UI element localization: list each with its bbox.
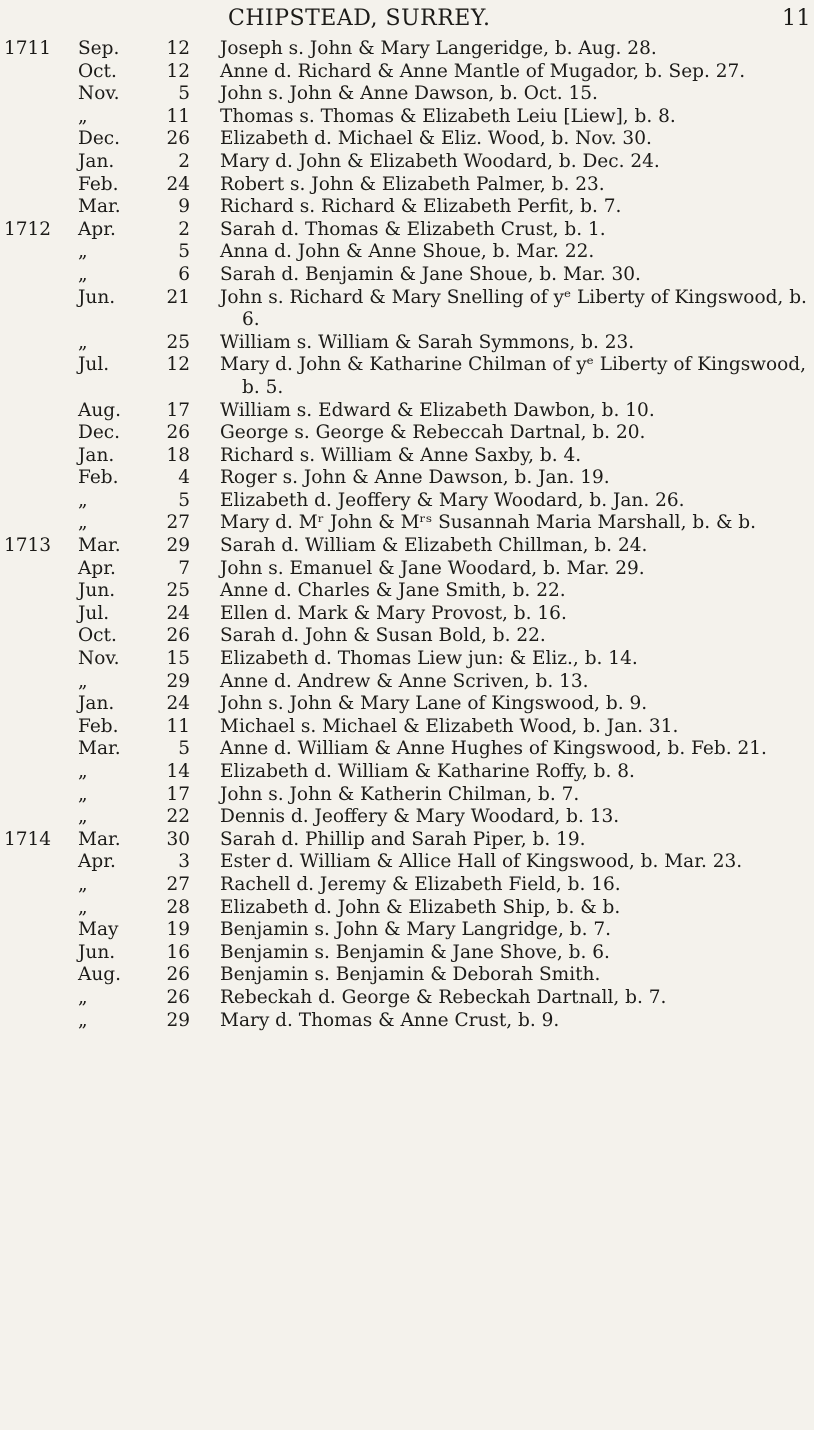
register-entry [0, 286, 807, 332]
register-entry [0, 738, 800, 761]
entry-day: 5 [178, 83, 190, 105]
entry-text: John s. John & Mary Lane of Kingswood, b. 9. [220, 693, 648, 715]
entry-day: 22 [166, 806, 190, 828]
register-entry [0, 83, 800, 106]
entry-text: Sarah d. Benjamin & Jane Shoue, b. Mar. 30. [220, 263, 641, 285]
entry-month: Jan. [78, 444, 115, 466]
entry-month: Jan. [78, 693, 115, 715]
entry-month: „ [78, 331, 88, 353]
entry-text: John s. John & Anne Dawson, b. Oct. 15. [220, 83, 598, 105]
entry-day: 27 [166, 873, 190, 895]
entry-day: 9 [178, 196, 190, 218]
entry-text: Rachell d. Jeremy & Elizabeth Field, b. 16. [220, 873, 621, 895]
entry-month: Oct. [78, 625, 117, 647]
register-entry [0, 964, 800, 987]
entry-month: Mar. [78, 738, 121, 760]
register-entry [0, 1010, 800, 1033]
entry-text: Mary d. John & Katharine Chilman of yᵉ Liberty of Kingswood, b. 5. [220, 354, 807, 398]
entry-month: „ [78, 512, 88, 534]
register-entry [0, 354, 807, 399]
entry-day: 16 [166, 941, 190, 963]
entry-text: Roger s. John & Anne Dawson, b. Jan. 19. [220, 467, 610, 489]
entry-day: 11 [166, 715, 190, 737]
entry-month: Feb. [78, 715, 119, 737]
entry-month: „ [78, 896, 88, 918]
entry-day: 26 [166, 964, 190, 986]
entry-month: „ [78, 1009, 88, 1031]
entry-text: Michael s. Michael & Elizabeth Wood, b. Jan. 31. [220, 715, 679, 737]
entry-day: 26 [166, 986, 190, 1008]
register-entry [0, 942, 800, 965]
entry-day: 26 [166, 625, 190, 647]
entry-month: „ [78, 670, 88, 692]
register-entry [0, 625, 800, 648]
entry-month: Mar. [78, 535, 121, 557]
entry-day: 7 [178, 557, 190, 579]
entry-year: 1711 [4, 38, 52, 59]
entry-year: 1712 [4, 218, 52, 240]
entry-day: 2 [178, 218, 190, 240]
entry-month: Nov. [78, 648, 120, 670]
entry-year: 1714 [4, 828, 52, 850]
register-entry [0, 174, 800, 197]
entry-month: May [78, 919, 119, 941]
entry-month: Dec. [78, 422, 121, 444]
entry-text: Sarah d. John & Susan Bold, b. 22. [220, 625, 546, 647]
register-entry [0, 716, 800, 739]
entry-day: 18 [166, 444, 190, 466]
entry-month: Dec. [78, 128, 121, 150]
entry-day: 29 [166, 670, 190, 692]
entry-month: Aug. [78, 399, 121, 421]
entry-month: Apr. [78, 218, 116, 240]
entry-day: 12 [166, 38, 190, 59]
entry-text: Elizabeth d. Michael & Eliz. Wood, b. Nov. 30. [220, 128, 652, 150]
entry-text: Mary d. Mʳ John & Mʳˢ Susannah Maria Marshall, b. & b. [220, 512, 757, 534]
entry-month: Apr. [78, 851, 116, 873]
register-entry [0, 241, 800, 264]
entry-month: „ [78, 806, 88, 828]
register-entry [0, 38, 800, 61]
entry-day: 17 [166, 783, 190, 805]
entry-text: Sarah d. William & Elizabeth Chillman, b. 24. [220, 535, 648, 557]
entry-month: „ [78, 241, 88, 263]
register-entry [0, 151, 800, 174]
entry-text: Mary d. Thomas & Anne Crust, b. 9. [220, 1009, 560, 1031]
register-entry [0, 761, 800, 784]
entry-text: Anne d. Andrew & Anne Scriven, b. 13. [220, 670, 589, 692]
entry-month: „ [78, 489, 88, 511]
entry-text: George s. George & Rebeccah Dartnal, b. 20. [220, 422, 646, 444]
entry-month: Jun. [78, 941, 116, 963]
register-entry [0, 490, 800, 513]
entry-month: Mar. [78, 828, 121, 850]
entry-text: Rebeckah d. George & Rebeckah Dartnall, b. 7. [220, 986, 667, 1008]
entry-month: „ [78, 105, 88, 127]
entry-month: Feb. [78, 467, 119, 489]
entry-day: 26 [166, 422, 190, 444]
entry-day: 24 [166, 173, 190, 195]
register-entry [0, 264, 800, 287]
entry-month: „ [78, 761, 88, 782]
entry-text: William s. William & Sarah Symmons, b. 23. [220, 331, 635, 353]
entry-text: Elizabeth d. William & Katharine Roffy, b. 8. [220, 761, 635, 782]
entry-day: 5 [178, 241, 190, 263]
entry-text: Thomas s. Thomas & Elizabeth Leiu [Liew], b. 8. [220, 105, 676, 127]
entry-text: John s. John & Katherin Chilman, b. 7. [220, 783, 580, 805]
entry-month: Jul. [78, 602, 110, 624]
entry-day: 12 [166, 354, 190, 376]
page-header [0, 6, 811, 36]
page-number: 11 [782, 6, 811, 31]
register-entry [0, 580, 800, 603]
register-entry [0, 874, 800, 897]
entry-day: 25 [166, 580, 190, 602]
entry-month: Jul. [78, 354, 110, 376]
entry-text: Elizabeth d. Thomas Liew jun: & Eliz., b. 14. [220, 648, 638, 670]
entry-day: 11 [166, 105, 190, 127]
entry-text: Benjamin s. John & Mary Langridge, b. 7. [220, 919, 611, 941]
entry-text: Benjamin s. Benjamin & Jane Shove, b. 6. [220, 941, 610, 963]
entry-text: John s. Richard & Mary Snelling of yᵉ Liberty of Kingswood, b. 6. [220, 286, 807, 331]
entry-day: 3 [178, 851, 190, 873]
entry-text: Joseph s. John & Mary Langeridge, b. Aug. 28. [220, 38, 657, 59]
entry-day: 24 [166, 602, 190, 624]
entry-day: 12 [166, 60, 190, 82]
entry-month: „ [78, 263, 88, 285]
entry-text: Anne d. Charles & Jane Smith, b. 22. [220, 580, 566, 602]
entry-day: 28 [166, 896, 190, 918]
register-entry [0, 671, 800, 694]
entry-month: Jan. [78, 150, 115, 172]
entry-month: Jun. [78, 580, 116, 602]
register-entry [0, 851, 800, 874]
entry-text: Ellen d. Mark & Mary Provost, b. 16. [220, 602, 567, 624]
entry-day: 24 [166, 693, 190, 715]
register-entry [0, 467, 800, 490]
entry-day: 14 [166, 761, 190, 782]
entry-day: 26 [166, 128, 190, 150]
register-entry [0, 806, 800, 829]
register-entry [0, 332, 800, 355]
entry-day: 15 [166, 648, 190, 670]
entry-month: Nov. [78, 83, 120, 105]
register-entry [0, 987, 800, 1010]
register-entry [0, 106, 800, 129]
entry-text: William s. Edward & Elizabeth Dawbon, b. 10. [220, 399, 655, 421]
register-entry [0, 829, 800, 852]
entry-month: Sep. [78, 38, 120, 59]
register-entry [0, 196, 800, 219]
register-entry [0, 693, 800, 716]
entry-month: Apr. [78, 557, 116, 579]
entry-text: Anne d. William & Anne Hughes of Kingswood, b. Feb. 21. [220, 738, 767, 760]
entry-day: 30 [166, 828, 190, 850]
entry-day: 5 [178, 738, 190, 760]
register-entry [0, 61, 800, 84]
entry-month: „ [78, 873, 88, 895]
register-entry [0, 512, 800, 535]
entry-month: Aug. [78, 964, 121, 986]
entry-text: Robert s. John & Elizabeth Palmer, b. 23. [220, 173, 605, 195]
entry-month: Jun. [78, 286, 116, 308]
entry-year: 1713 [4, 535, 52, 557]
entry-day: 29 [166, 1009, 190, 1031]
baptism-entries [0, 38, 807, 1032]
register-entry [0, 897, 800, 920]
entry-text: Richard s. Richard & Elizabeth Perfit, b. 7. [220, 196, 622, 218]
entry-month: „ [78, 783, 88, 805]
entry-day: 5 [178, 489, 190, 511]
register-entry [0, 219, 800, 242]
entry-text: Sarah d. Phillip and Sarah Piper, b. 19. [220, 828, 586, 850]
entry-day: 4 [178, 467, 190, 489]
register-entry [0, 648, 800, 671]
page-title: CHIPSTEAD, SURREY. [228, 6, 491, 31]
entry-text: Mary d. John & Elizabeth Woodard, b. Dec. 24. [220, 150, 660, 172]
register-entry [0, 445, 800, 468]
entry-text: Elizabeth d. John & Elizabeth Ship, b. & b. [220, 896, 621, 918]
entry-day: 27 [166, 512, 190, 534]
register-entry [0, 535, 800, 558]
entry-month: Mar. [78, 196, 121, 218]
register-entry [0, 558, 800, 581]
register-entry [0, 603, 800, 626]
entry-month: Feb. [78, 173, 119, 195]
entry-day: 21 [166, 286, 190, 308]
register-entry [0, 784, 800, 807]
entry-text: Richard s. William & Anne Saxby, b. 4. [220, 444, 582, 466]
entry-text: Anna d. John & Anne Shoue, b. Mar. 22. [220, 241, 595, 263]
entry-text: Ester d. William & Allice Hall of Kingswood, b. Mar. 23. [220, 851, 743, 873]
entry-month: Oct. [78, 60, 117, 82]
entry-text: Sarah d. Thomas & Elizabeth Crust, b. 1. [220, 218, 606, 240]
entry-text: Elizabeth d. Jeoffery & Mary Woodard, b. Jan. 26. [220, 489, 685, 511]
entry-day: 25 [166, 331, 190, 353]
register-entry [0, 400, 800, 423]
register-entry [0, 128, 800, 151]
entry-text: John s. Emanuel & Jane Woodard, b. Mar. 29. [220, 557, 645, 579]
entry-text: Anne d. Richard & Anne Mantle of Mugador, b. Sep. 27. [220, 60, 746, 82]
entry-text: Benjamin s. Benjamin & Deborah Smith. [220, 964, 601, 986]
register-entry [0, 422, 800, 445]
register-entry [0, 919, 800, 942]
entry-day: 29 [166, 535, 190, 557]
entry-month: „ [78, 986, 88, 1008]
entry-day: 2 [178, 150, 190, 172]
entry-day: 6 [178, 263, 190, 285]
entry-day: 19 [166, 919, 190, 941]
entry-text: Dennis d. Jeoffery & Mary Woodard, b. 13. [220, 806, 620, 828]
entry-day: 17 [166, 399, 190, 421]
